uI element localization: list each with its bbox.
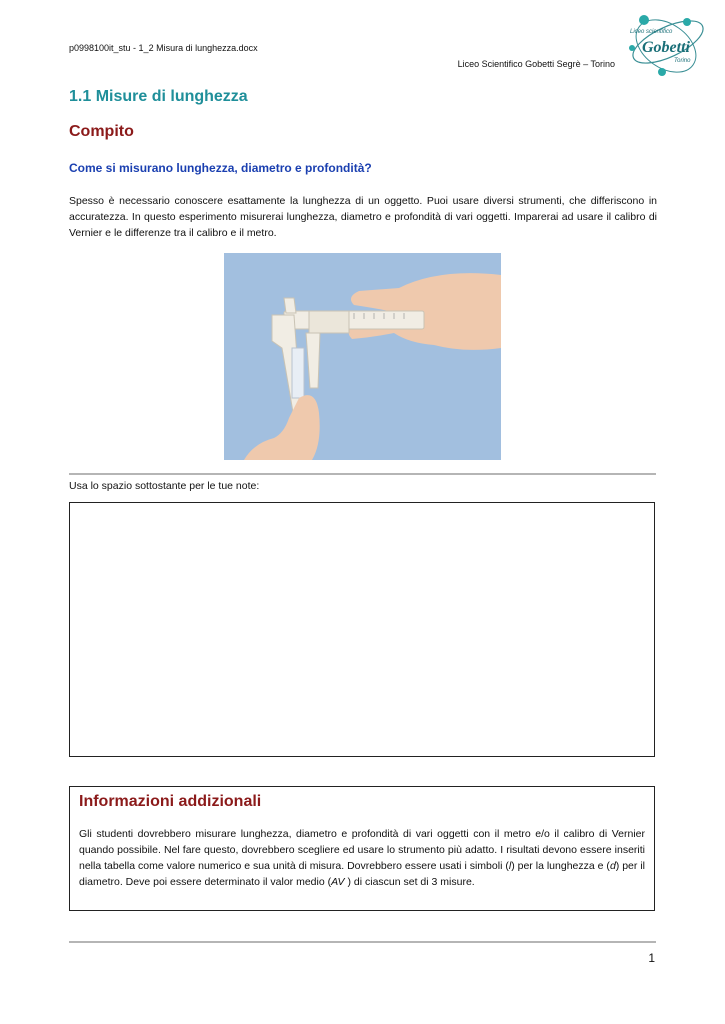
additional-info-title: Informazioni addizionali [79, 793, 262, 810]
notes-label: Usa lo spazio sottostante per le tue note: [69, 480, 260, 492]
divider-line [69, 473, 656, 475]
additional-info-box [69, 786, 655, 911]
vernier-caliper-photo [224, 253, 501, 460]
section-title: 1.1 Misure di lunghezza [69, 88, 248, 105]
additional-info-text: Gli studenti dovrebbero misurare lunghezza, diametro e profondità di vari oggetti con il metro e/o il calibro di Vernier quando possibile. Nel fare questo, dovrebbero scegliere ed usare lo strumento più adatto. I risultati devono essere inseriti nella tabella come valore numerico e sua unità di misura. Dovrebbero essere usati i simboli (l) per la lunghezza e (d) per il diametro. Deve poi essere determinato il valor medio (AV ) di ciascun set di 3 misure. [79, 828, 645, 888]
task-title: Compito [69, 123, 134, 140]
intro-paragraph: Spesso è necessario conoscere esattamente la lunghezza di un oggetto. Puoi usare diversi strumenti, che differiscono in accuratezza. In questo esperimento misurerai lunghezza, diametro e profondità di vari oggetti. Imparerai ad usare il calibro di Vernier e le differenze tra il calibro e il metro. [69, 195, 657, 239]
logo-small-text: Liceo scientifico [630, 29, 673, 35]
document-filename: p0998100it_stu - 1_2 Misura di lunghezza.docx [69, 43, 258, 53]
school-name: Liceo Scientifico Gobetti Segrè – Torino [457, 59, 615, 69]
footer-divider [69, 941, 656, 943]
school-logo [622, 8, 708, 84]
task-question: Come si misurano lunghezza, diametro e profondità? [69, 161, 372, 175]
notes-area[interactable] [69, 502, 655, 757]
page-number: 1 [648, 951, 655, 965]
logo-city: Torino [674, 58, 691, 64]
logo-name: Gobetti [642, 39, 690, 56]
